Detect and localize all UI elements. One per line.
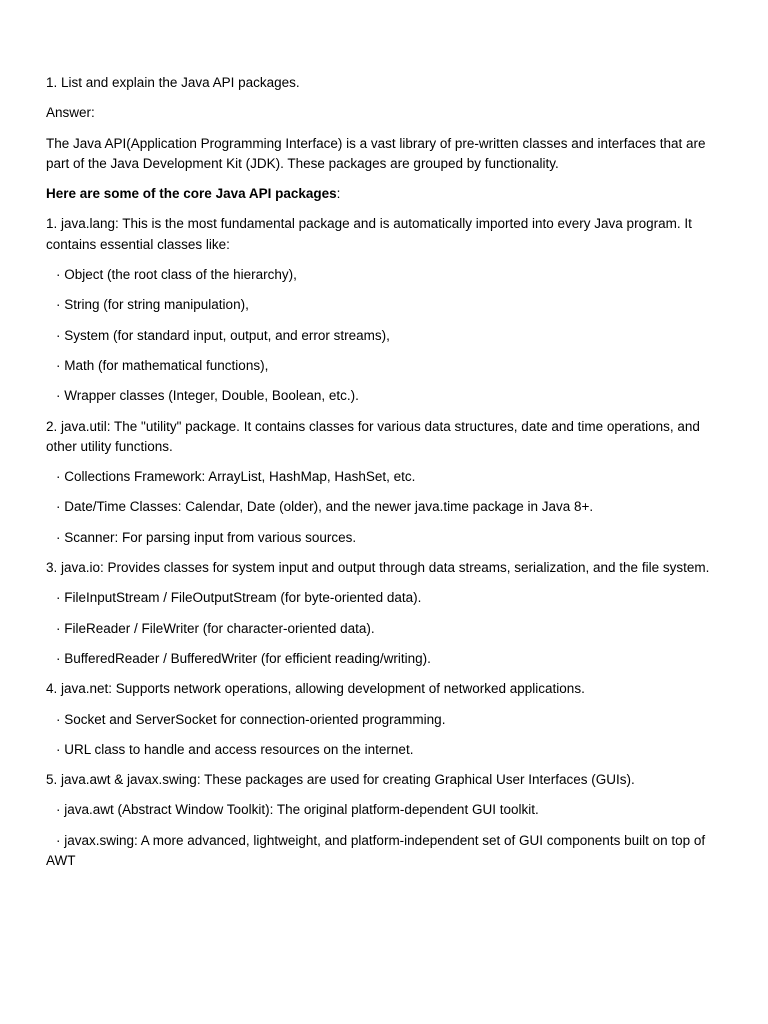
core-heading-text: Here are some of the core Java API packages <box>46 186 337 202</box>
section-1-bullet-4: · Math (for mathematical functions), <box>56 357 269 373</box>
section-2-bullet-1: · Collections Framework: ArrayList, HashMap, HashSet, etc. <box>56 469 416 485</box>
section-5-bullet-1: · java.awt (Abstract Window Toolkit): The original platform-dependent GUI toolkit. <box>56 802 539 818</box>
section-4-bullet-2: · URL class to handle and access resources on the internet. <box>56 741 414 757</box>
intro-paragraph: The Java API(Application Programming Interface) is a vast library of pre-written classes and interfaces that are part of the Java Development Kit (JDK). These packages are grouped by functionality. <box>46 135 706 171</box>
section-5-title: 5. java.awt & javax.swing: These packages are used for creating Graphical User Interfaces (GUIs). <box>46 772 635 788</box>
section-5-bullet-2: · javax.swing: A more advanced, lightweight, and platform-independent set of GUI components built on top of AWT <box>46 832 706 869</box>
section-3-title: 3. java.io: Provides classes for system input and output through data streams, serialization, and the file system. <box>46 560 710 576</box>
section-3-bullet-1: · FileInputStream / FileOutputStream (for byte-oriented data). <box>56 590 422 606</box>
section-1-bullet-2: · String (for string manipulation), <box>56 297 249 313</box>
document-body <box>46 73 718 881</box>
section-1-bullet-5: · Wrapper classes (Integer, Double, Boolean, etc.). <box>56 388 359 404</box>
answer-label: Answer: <box>46 105 95 121</box>
question-heading: 1. List and explain the Java API packages. <box>46 75 300 90</box>
section-3-bullet-2: · FileReader / FileWriter (for character-oriented data). <box>56 620 375 636</box>
core-heading <box>46 184 718 204</box>
section-4-title: 4. java.net: Supports network operations, allowing development of networked applications. <box>46 681 585 697</box>
section-2-bullet-2: · Date/Time Classes: Calendar, Date (older), and the newer java.time package in Java 8+. <box>56 499 594 515</box>
section-1-title: 1. java.lang: This is the most fundamental package and is automatically imported into every Java program. It contains essential classes like: <box>46 216 692 252</box>
core-heading-colon: : <box>336 186 341 202</box>
section-2-title: 2. java.util: The "utility" package. It contains classes for various data structures, date and time operations, and other utility functions. <box>46 418 700 454</box>
section-1-bullet-1: · Object (the root class of the hierarchy), <box>56 267 297 283</box>
section-1-bullet-3: · System (for standard input, output, and error streams), <box>56 327 390 343</box>
section-3-bullet-3: · BufferedReader / BufferedWriter (for efficient reading/writing). <box>56 650 431 666</box>
section-4-bullet-1: · Socket and ServerSocket for connection-oriented programming. <box>56 711 446 727</box>
section-2-bullet-3: · Scanner: For parsing input from various sources. <box>56 529 357 545</box>
